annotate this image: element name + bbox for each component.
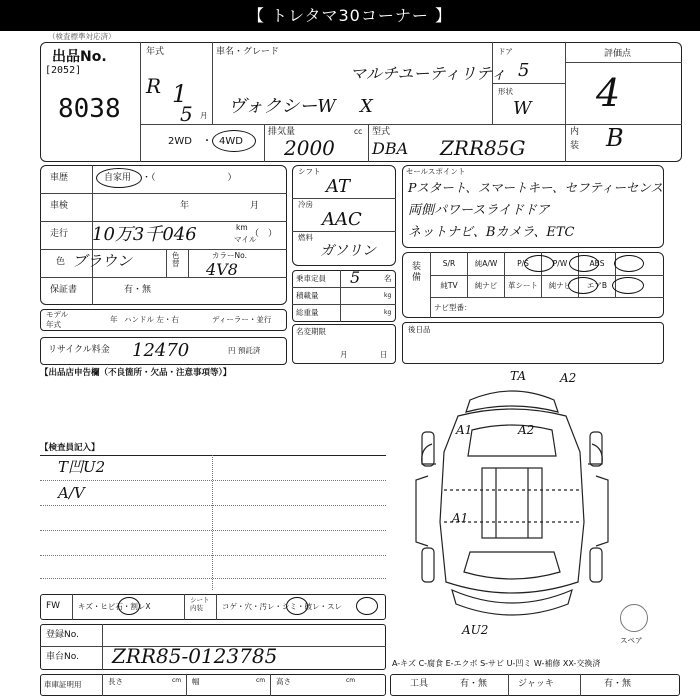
chip-circle [118,597,140,615]
drive-circle [212,130,256,152]
divider [264,124,265,162]
interior-label2: 装 [570,141,580,151]
divider [40,249,287,250]
model-label: 型式 [372,127,391,137]
mileage-value: 10万3千046 [92,224,197,245]
lot-label: 出品No. [52,49,107,65]
damage-mark-a2-roof: A2 [518,423,535,437]
mileage-paren: （ ） [250,229,278,239]
divider [40,221,287,222]
mileage-unit-mile: マイル [234,235,257,244]
divider [72,594,73,620]
sales-line3: ネットナビ、Bカメラ、ETC [408,225,575,240]
year-unit: 月 [200,111,208,120]
warranty-label: 保証書 [50,285,78,295]
car-label: 車名・グレード [216,47,280,57]
divider [430,297,664,298]
garage-unit-3: cm [346,677,356,684]
color-label: 色 [56,257,66,267]
ac-value: AAC [322,209,362,230]
equip-navi2: 純ナビ [548,281,572,290]
divider [580,674,581,696]
year-value1: 1 [172,80,188,108]
spare-tire-icon [620,604,648,632]
sales-line1: Pスタート、スマートキー、セフティーセンス [408,180,663,195]
divider [292,198,396,199]
divider [508,674,509,696]
jack-value: 有・無 [604,679,632,689]
name-change-label: 名変期限 [296,327,326,336]
inspection-month: 月 [250,201,260,211]
equip-ps-circle [524,255,554,272]
year-era: R [146,74,162,98]
divider [40,455,386,456]
divider [166,249,167,277]
inspection-year: 年 [180,201,190,211]
divider [40,193,287,194]
name-change-day: 日 [380,350,388,359]
garage-unit-2: cm [256,677,266,684]
divider [216,594,217,620]
history-value: 自家用 [104,173,132,183]
spare-label: スペア [620,636,643,645]
equip-airbag-circle [612,277,644,294]
fw-label: FW [46,601,61,611]
stain-circle [286,597,308,615]
chassis-value: ZRR85-0123785 [112,644,278,668]
capacity-label: 乗車定員 [296,274,326,283]
colorno-label: カラーNo. [212,251,247,260]
shift-value: AT [326,176,351,197]
equip-pw: P/W [552,259,568,268]
damage-mark-ta: TA [510,369,527,383]
seat-items: コゲ・穴・汚レ・シミ・破レ・スレ [222,602,342,611]
damage-mark-a1-rear: A1 [456,423,473,437]
divider [102,674,103,696]
fuel-value: ガソリン [320,243,376,259]
model-value: ZRR85G [440,136,526,160]
interior-label1: 内 [570,127,580,137]
tools-value: 有・無 [460,679,488,689]
car-grade: X [360,96,373,117]
history-circle [96,168,142,188]
divider [504,252,505,297]
divider [292,231,396,232]
equip-pw-circle [569,255,599,272]
rule [40,505,386,506]
inspector-label: 【検査員記入】 [40,443,100,453]
navi-model-label: ナビ型番： [434,303,472,312]
inspector-note1: T凹U2 [58,458,106,476]
displacement-value: 2000 [284,136,335,160]
fuel-label: 燃料 [298,233,313,242]
shift-label: シフト [298,167,321,176]
score-label: 評価点 [604,49,632,59]
recycle-value: 12470 [132,340,190,361]
divider [270,674,271,696]
garage-label: 車庫証明用 [44,680,82,689]
divider [184,594,185,620]
equip-navi: 純ナビ [474,281,498,290]
divider [467,252,468,297]
lot-badge: [2052] [45,65,82,76]
equip-ps: P/S [517,259,529,268]
divider [140,124,565,125]
year-label: 年式 [146,47,165,57]
equip-alloy: 純A/W [474,259,498,268]
drive-sep: ・ [202,136,212,147]
divider [186,674,187,696]
history-label: 車歴 [50,173,69,183]
capacity-value: 5 [350,268,361,287]
rule [40,530,386,531]
model-year-label2: 年式 [46,320,61,329]
car-damage-diagram [408,369,616,642]
divider [292,287,396,288]
divider [430,275,664,276]
declaration-label: 【出品店申告欄（不良箇所・欠品・注意事項等）】 [40,368,232,378]
divider [340,270,341,322]
door-label: ドア [498,47,513,56]
garage-box [40,674,386,696]
garage-long: 長さ [108,677,123,686]
drive-4wd: 4WD [219,136,243,147]
model-year-dealer: ディーラー・並行 [212,315,272,324]
legend: A-キズ C-腐食 E-エクボ S-サビ U-凹ミ W-補修 XX-交換済 [392,659,601,668]
header-note: （検査標準対応済） [48,32,116,41]
shape-label: 形状 [498,87,513,96]
damage-mark-au2: AU2 [462,623,489,637]
sales-label: セールスポイント [406,167,466,176]
divider [565,62,682,63]
model-year-handle: ハンドル 左・右 [124,315,179,324]
mileage-unit-km: km [236,223,248,232]
color-change: 色替 [172,251,180,268]
capacity-unit: 名 [384,274,392,283]
divider [40,277,287,278]
inspection-label: 車検 [50,201,69,211]
rule [40,480,386,481]
car-type: マルチユーティリティ [350,64,507,83]
car-name: ヴォクシーW [228,96,336,117]
divider [368,124,369,162]
wear-circle [356,597,378,615]
equip-abs: ABS [589,259,605,268]
chassis-label: 車台No. [46,652,79,662]
equip-tv: 純TV [440,281,458,290]
garage-height: 高さ [276,677,291,686]
divider [492,83,565,84]
seat-label: シート内装 [190,596,210,612]
displacement-unit: cc [354,127,363,136]
equip-sr: S/R [442,259,456,268]
interior-value: B [606,124,624,152]
shape-value: W [513,98,532,119]
ac-label: 冷房 [298,200,313,209]
damage-mark-a1-side: A1 [452,511,469,525]
divider [292,304,396,305]
weight-label: 総重量 [296,308,319,317]
equip-navi2-circle [568,277,598,294]
year-value2: 5 [180,102,193,126]
colorno-value: 4V8 [206,260,238,279]
mileage-label: 走行 [50,229,69,239]
divider [140,42,141,162]
equipment-label: 装備 [412,262,422,284]
warranty-value: 有・無 [124,285,152,295]
weight-unit: kg [384,309,392,316]
garage-width: 幅 [192,677,200,686]
divider [188,249,189,277]
after-parts-box [402,322,664,364]
divider [102,624,103,670]
displacement-label: 排気量 [268,127,296,137]
load-unit: kg [384,292,392,299]
lot-number: 8038 [58,94,121,124]
tools-label: 工具 [410,679,429,689]
equip-leather: 革シート [508,281,538,290]
after-parts-label: 後日品 [408,325,431,334]
rule [40,555,386,556]
model-year-year: 年 [110,315,118,324]
recycle-unit: 円 預託済 [228,346,261,355]
drive-2wd: 2WD [168,136,192,147]
score-value: 4 [596,71,621,115]
divider [212,42,213,124]
divider [565,42,566,162]
inspector-note2: A/V [58,484,85,502]
model-year-label1: モデル [46,310,69,319]
garage-unit-1: cm [172,677,182,684]
history-rest: ・（ ） [142,173,237,183]
registration-label: 登録No. [46,630,79,640]
load-label: 積載量 [296,291,319,300]
recycle-label: リサイクル料金 [48,345,110,355]
jack-label: ジャッキ [518,679,554,689]
equip-abs-circle [614,255,644,272]
divider [430,252,431,318]
equip-airbag: エアB [586,281,608,290]
color-value: ブラウン [72,252,133,270]
rule [40,578,386,579]
fw-items: キズ・ヒビ石・割レX [78,602,151,611]
rule [212,455,213,590]
model-prefix: DBA [372,139,409,158]
banner-title: 【 トレタマ30コーナー 】 [0,0,700,31]
sales-line2: 両側パワースライドドア [408,203,550,218]
damage-mark-a2-top: A2 [560,371,577,385]
name-change-month: 月 [340,350,348,359]
door-value: 5 [518,60,530,81]
